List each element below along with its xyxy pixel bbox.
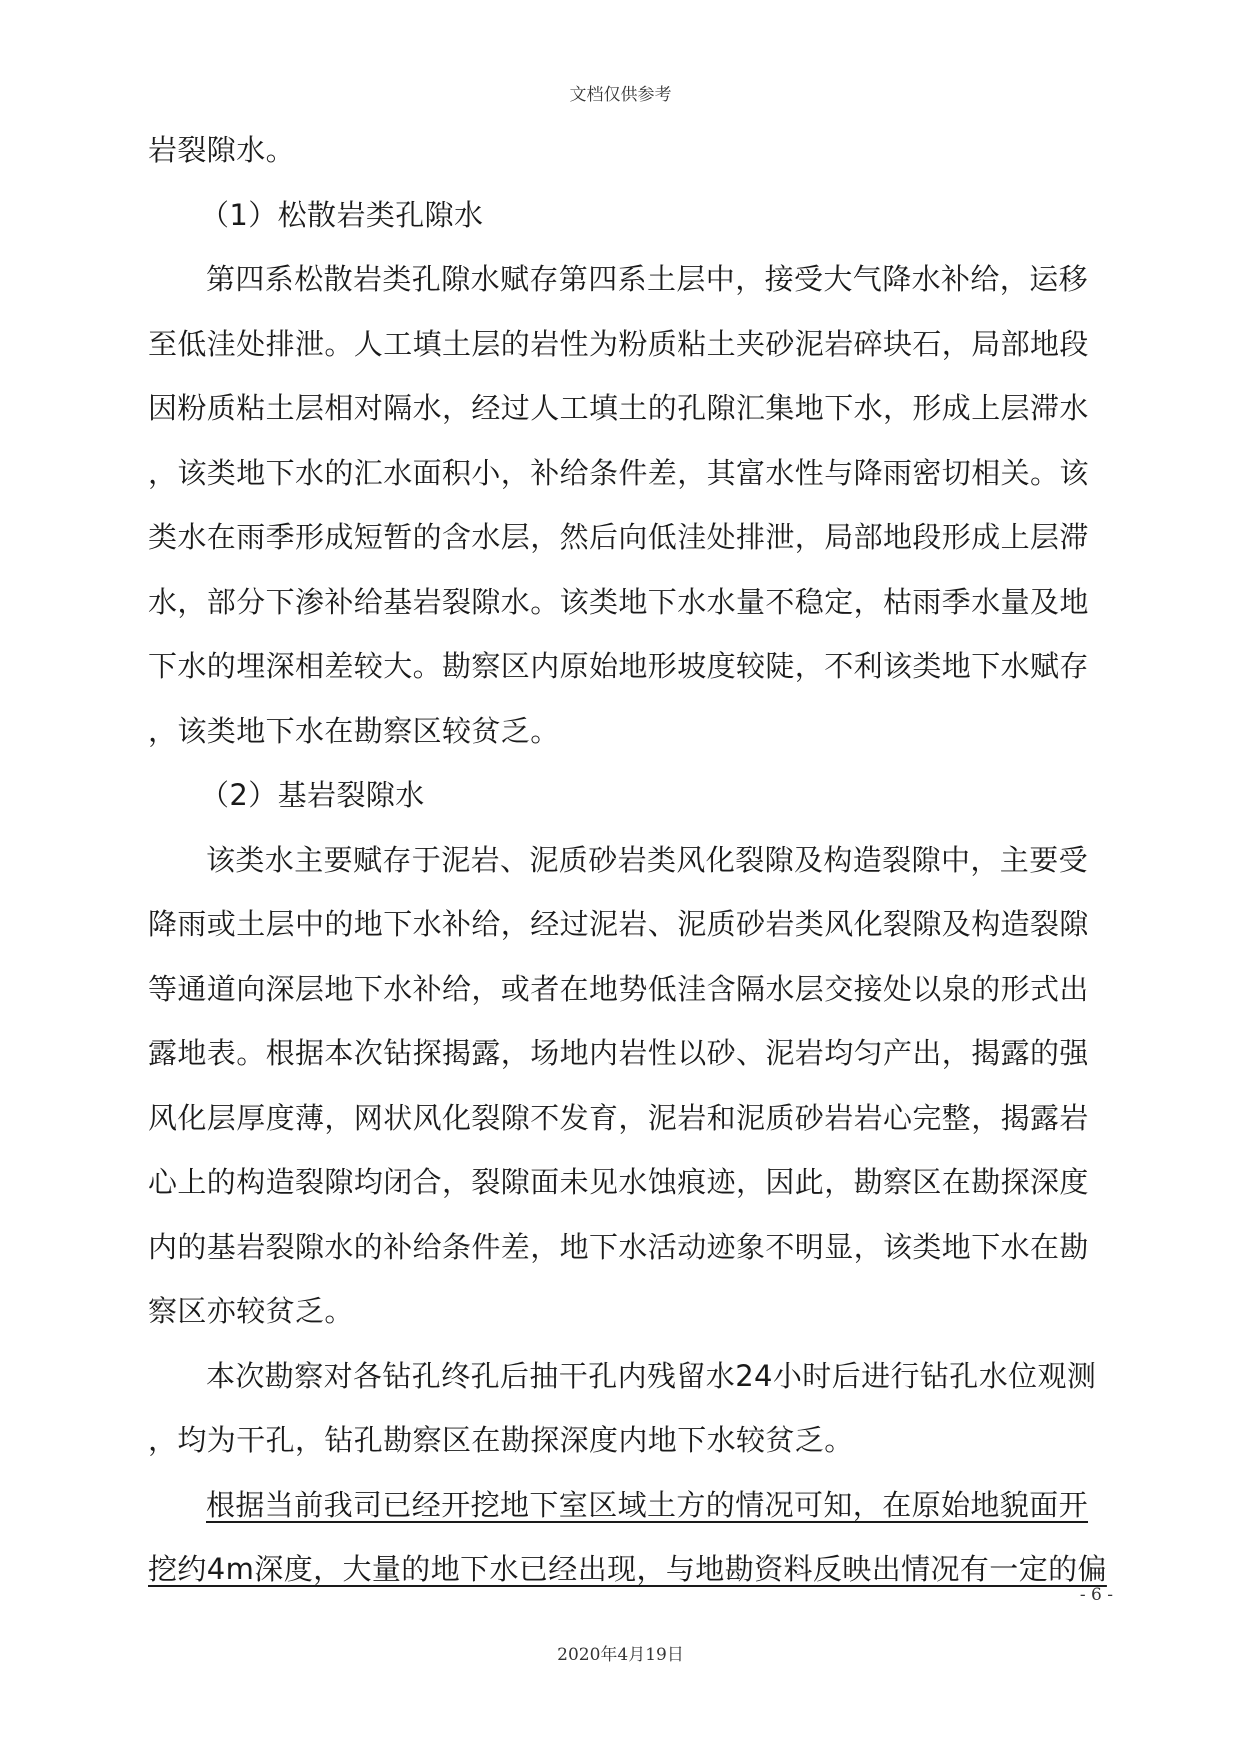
- underlined-text: 根据当前我司已经开挖地下室区域土方的情况可知，在原始地貌面开: [206, 1487, 1089, 1522]
- text-line: ，该类地下水在勘察区较贫乏。: [148, 713, 560, 748]
- text-line: 等通道向深层地下水补给，或者在地势低洼含隔水层交接处以泉的形式出: [148, 971, 1089, 1006]
- document-body: [148, 118, 1118, 1602]
- text-line: ，该类地下水的汇水面积小，补给条件差，其富水性与降雨密切相关。该: [148, 455, 1089, 490]
- text-line: 水，部分下渗补给基岩裂隙水。该类地下水水量不稳定，枯雨季水量及地: [148, 584, 1089, 619]
- underlined-text-line: [148, 1537, 1118, 1602]
- text-line: 下水的埋深相差较大。勘察区内原始地形坡度较陡，不利该类地下水赋存: [148, 649, 1089, 683]
- page-header: 文档仅供参考: [569, 85, 672, 105]
- text-line: ，均为干孔，钻孔勘察区在勘探深度内地下水较贫乏。: [148, 1423, 854, 1457]
- underlined-text: 挖约4m深度，大量的地下水已经出现，与地勘资料反映出情况有一定的偏: [148, 1552, 1107, 1586]
- text-line: 该类水主要赋存于泥岩、泥质砂岩类风化裂隙及构造裂隙中，主要受: [206, 842, 1089, 877]
- text-line: 露地表。根据本次钻探揭露，场地内岩性以砂、泥岩均匀产出，揭露的强: [148, 1036, 1089, 1070]
- page-number: - 6 -: [1079, 1585, 1113, 1605]
- text-line: 风化层厚度薄，网状风化裂隙不发育，泥岩和泥质砂岩岩心完整，揭露岩: [148, 1100, 1089, 1135]
- text-line: 降雨或土层中的地下水补给，经过泥岩、泥质砂岩类风化裂隙及构造裂隙: [148, 907, 1089, 941]
- text-line: 察区亦较贫乏。: [148, 1294, 354, 1328]
- page-footer-date: 2020年4月19日: [557, 1645, 684, 1665]
- text-line: 岩裂隙水。: [148, 133, 296, 167]
- text-line: 类水在雨季形成短暂的含水层，然后向低洼处排泄，局部地段形成上层滞: [148, 520, 1089, 554]
- underlined-text-line: [148, 1473, 1118, 1538]
- text-line: 本次勘察对各钻孔终孔后抽干孔内残留水24小时后进行钻孔水位观测: [206, 1358, 1097, 1393]
- text-line: 至低洼处排泄。人工填土层的岩性为粉质粘土夹砂泥岩碎块石，局部地段: [148, 326, 1089, 361]
- text-line: 第四系松散岩类孔隙水赋存第四系土层中，接受大气降水补给，运移: [206, 262, 1089, 296]
- text-line: 因粉质粘土层相对隔水，经过人工填土的孔隙汇集地下水，形成上层滞水: [148, 391, 1089, 425]
- section-heading: （1）松散岩类孔隙水: [200, 197, 484, 232]
- text-line: 心上的构造裂隙均闭合，裂隙面未见水蚀痕迹，因此，勘察区在勘探深度: [148, 1165, 1089, 1199]
- section-heading: （2）基岩裂隙水: [200, 778, 425, 812]
- text-line: 内的基岩裂隙水的补给条件差，地下水活动迹象不明显，该类地下水在勘: [148, 1229, 1089, 1264]
